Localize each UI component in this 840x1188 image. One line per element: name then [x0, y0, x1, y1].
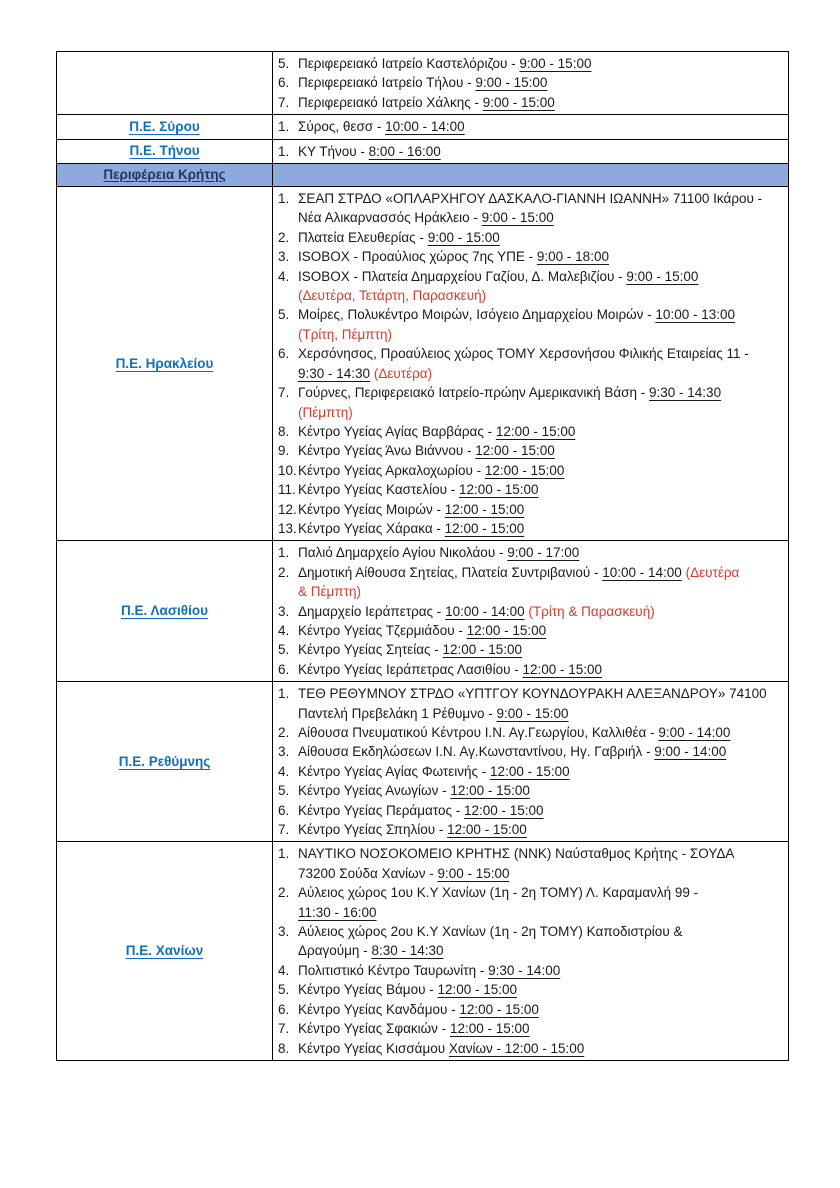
text-line [298, 660, 784, 679]
text-line [298, 403, 784, 422]
empty-cell [273, 164, 789, 187]
location-text: Περιφερειακό Ιατρείο Τήλου - [298, 75, 476, 91]
location-text: Κέντρο Υγείας Άνω Βιάννου - [298, 443, 476, 459]
location-item [273, 189, 784, 228]
item-number: 7. [278, 385, 290, 401]
location-item [273, 660, 784, 679]
location-item [273, 602, 784, 621]
item-text [298, 1000, 784, 1019]
item-number: 5. [278, 307, 290, 323]
text-line [298, 742, 784, 761]
hours-text: 9:00 - 18:00 [536, 249, 609, 265]
item-text [298, 621, 784, 640]
item-text [298, 189, 784, 228]
location-item [273, 742, 784, 761]
regional-unit-cell [57, 187, 273, 541]
location-item [273, 305, 784, 344]
text-line [298, 1019, 784, 1038]
location-item [273, 820, 784, 839]
location-text: Δημαρχείο Ιεράπετρας - [298, 603, 446, 619]
item-number: 12. [278, 501, 297, 517]
location-text: Κέντρο Υγείας Κανδάμου - [298, 1001, 460, 1017]
regional-unit-link[interactable]: Π.Ε. Ηρακλείου [115, 355, 214, 371]
table-row [57, 842, 789, 1060]
item-number: 5. [278, 783, 290, 799]
item-text [298, 1019, 784, 1038]
text-line [298, 286, 784, 305]
text-line [298, 922, 784, 941]
location-text: Κέντρο Υγείας Ανωγίων - [298, 783, 451, 799]
regional-unit-cell [57, 115, 273, 139]
text-line [298, 883, 784, 902]
regional-unit-link[interactable]: Π.Ε. Χανίων [125, 943, 204, 959]
location-text: Νέα Αλικαρνασσός Ηράκλειο - [298, 210, 482, 226]
item-text [298, 684, 784, 723]
region-group-link[interactable]: Περιφέρεια Κρήτης [103, 167, 226, 183]
item-text [298, 228, 784, 247]
location-text: Κέντρο Υγείας Κισσάμου [298, 1040, 449, 1056]
text-line [298, 189, 784, 208]
regional-unit-cell [57, 139, 273, 163]
item-text [298, 640, 784, 659]
text-line [298, 621, 784, 640]
location-item [273, 383, 784, 422]
hours-text: 12:00 - 15:00 [458, 482, 539, 498]
location-item [273, 1000, 784, 1019]
item-text [298, 142, 784, 161]
days-note: (Τρίτη, Πέμπτη) [298, 326, 392, 342]
location-text: Κέντρο Υγείας Ιεράπετρας Λασιθίου - [298, 661, 523, 677]
locations-cell [273, 115, 789, 139]
hours-text: 10:00 - 13:00 [655, 307, 735, 323]
location-text: ΤΕΘ ΡΕΘΥΜΝΟΥ ΣΤΡΔΟ «ΥΠΤΓΟΥ ΚΟΥΝΔΟΥΡΑΚΗ ΑΛΕΞΑΝΔΡΟΥ» 74100 [298, 686, 767, 702]
item-text [298, 781, 784, 800]
text-line [298, 781, 784, 800]
item-number: 13. [278, 520, 297, 536]
location-item [273, 640, 784, 659]
hours-text: 12:00 - 15:00 [447, 822, 527, 838]
hours-text: 12:00 - 15:00 [522, 661, 603, 677]
table-row [57, 187, 789, 541]
days-note: (Τρίτη & Παρασκευή) [528, 603, 655, 619]
item-number: 3. [278, 249, 290, 265]
text-line [298, 500, 784, 519]
item-number: 4. [278, 622, 290, 638]
location-item [273, 621, 784, 640]
location-text: Κέντρο Υγείας Αγίας Φωτεινής - [298, 763, 491, 779]
text-line [298, 762, 784, 781]
location-item [273, 117, 784, 136]
text-line [298, 941, 784, 960]
days-note: & Πέμπτη) [298, 584, 361, 600]
vaccination-sites-table [56, 51, 789, 1061]
text-line [298, 480, 784, 499]
item-text [298, 519, 784, 538]
location-item [273, 422, 784, 441]
item-number: 6. [278, 661, 290, 677]
item-text [298, 267, 784, 306]
text-line [298, 801, 784, 820]
text-line [298, 563, 784, 582]
item-number: 8. [278, 423, 290, 439]
regional-unit-cell [57, 842, 273, 1060]
item-number: 11. [278, 482, 296, 498]
text-line [298, 228, 784, 247]
locations-cell [273, 187, 789, 541]
hours-text: 12:00 - 15:00 [490, 763, 570, 779]
hours-text: 12:00 - 15:00 [442, 642, 523, 658]
hours-text: 9:00 - 14:00 [654, 744, 727, 760]
location-item [273, 441, 784, 460]
item-number: 3. [278, 603, 290, 619]
item-number: 2. [278, 725, 290, 740]
regional-unit-cell [57, 541, 273, 682]
table-row [57, 115, 789, 139]
location-text: Κέντρο Υγείας Καστελίου - [298, 482, 459, 498]
location-item [273, 961, 784, 980]
locations-cell [273, 52, 789, 115]
location-item [273, 684, 784, 723]
item-text [298, 305, 784, 344]
location-item [273, 247, 784, 266]
text-line [298, 844, 784, 863]
item-number: 3. [278, 744, 290, 760]
text-line [298, 383, 784, 402]
hours-text: 12:00 - 15:00 [444, 520, 525, 536]
text-line [298, 602, 784, 621]
text-line [298, 1000, 784, 1019]
location-text: Δραγούμη - [298, 943, 372, 959]
days-note: (Πέμπτη) [298, 404, 353, 420]
text-line [298, 267, 784, 286]
location-item [273, 228, 784, 247]
location-item [273, 980, 784, 999]
location-text: Κέντρο Υγείας Αρκαλοχωρίου - [298, 462, 485, 478]
item-number: 5. [278, 56, 290, 71]
location-text: Αίθουσα Εκδηλώσεων Ι.Ν. Αγ.Κωνσταντίνου, Ηγ. Γαβριήλ - [298, 744, 655, 760]
hours-text: 9:30 - 14:00 [488, 962, 561, 978]
regional-unit-link[interactable]: Π.Ε. Σύρου [129, 118, 200, 134]
item-text [298, 422, 784, 441]
item-number: 10. [278, 462, 297, 478]
location-text: Κέντρο Υγείας Σφακιών - [298, 1021, 450, 1037]
location-text: Πολιτιστικό Κέντρο Ταυρωνίτη - [298, 962, 489, 978]
location-item [273, 883, 784, 922]
location-item [273, 519, 784, 538]
location-item [273, 73, 784, 92]
location-item [273, 344, 784, 383]
text-line [298, 582, 784, 601]
location-text: Κέντρο Υγείας Σητείας - [298, 642, 443, 658]
item-text [298, 1039, 784, 1058]
item-text [298, 820, 784, 839]
location-item [273, 762, 784, 781]
location-item [273, 781, 784, 800]
hours-text: 11:30 - 16:00 [298, 904, 377, 920]
text-line [298, 543, 784, 562]
item-text [298, 93, 784, 112]
hours-text: 10:00 - 14:00 [445, 603, 525, 619]
item-text [298, 117, 784, 136]
hours-text: 12:00 - 15:00 [437, 982, 518, 998]
regional-unit-link[interactable]: Π.Ε. Λασιθίου [121, 603, 208, 619]
hours-text: 9:00 - 15:00 [482, 94, 555, 110]
location-text: Κέντρο Υγείας Αγίας Βαρβάρας - [298, 423, 496, 439]
location-text: Κέντρο Υγείας Περάματος - [298, 802, 464, 818]
item-number: 6. [278, 802, 290, 818]
location-text: ΝΑΥΤΙΚΟ ΝΟΣΟΚΟΜΕΙΟ ΚΡΗΤΗΣ (ΝΝΚ) Ναύσταθμος Κρήτης - ΣΟΥΔΑ [298, 846, 735, 862]
location-item [273, 54, 784, 73]
item-number: 1. [278, 545, 290, 561]
hours-text: 9:30 - 14:30 [298, 365, 371, 381]
item-number: 1. [278, 686, 290, 702]
hours-text: 9:00 - 15:00 [626, 268, 699, 284]
locations-cell [273, 139, 789, 163]
location-text: Πλατεία Ελευθερίας - [298, 229, 428, 245]
item-text [298, 660, 784, 679]
text-line [298, 519, 784, 538]
table-body [57, 52, 789, 1061]
location-item [273, 844, 784, 883]
text-line [298, 704, 784, 723]
days-note: (Δευτέρα [685, 564, 740, 580]
text-line [298, 441, 784, 460]
item-number: 7. [278, 94, 290, 110]
item-text [298, 461, 784, 480]
item-number: 1. [278, 143, 290, 159]
item-text [298, 961, 784, 980]
table-row [57, 682, 789, 842]
location-text: 73200 Σούδα Χανίων - [298, 865, 438, 881]
item-text [298, 344, 784, 383]
text-line [298, 961, 784, 980]
location-text: Δημοτική Αίθουσα Σητείας, Πλατεία Συντριβανιού - [298, 564, 603, 580]
location-item [273, 93, 784, 112]
location-text: ISOBOX - Προαύλιος χώρος 7ης ΥΠΕ - [298, 249, 537, 265]
location-text: Κέντρο Υγείας Μοιρών - [298, 501, 445, 517]
hours-text: 9:00 - 15:00 [481, 210, 554, 226]
text-line [298, 247, 784, 266]
hours-text: 12:00 - 15:00 [495, 423, 576, 439]
text-line [298, 73, 784, 92]
hours-text: Χανίων - 12:00 - 15:00 [448, 1040, 585, 1056]
item-number: 8. [278, 1040, 290, 1056]
location-item [273, 543, 784, 562]
item-number: 6. [278, 1001, 290, 1017]
location-text: ISOBOX - Πλατεία Δημαρχείου Γαζίου, Δ. Μαλεβιζίου - [298, 268, 627, 284]
location-item [273, 922, 784, 961]
location-text: Αύλειος χώρος 2ου Κ.Υ Χανίων (1η - 2η ΤΟΜΥ) Καποδιστρίου & [298, 924, 683, 940]
item-text [298, 980, 784, 999]
text-line [298, 54, 784, 73]
location-text: Παλιό Δημαρχείο Αγίου Νικολάου - [298, 545, 508, 561]
item-text [298, 883, 784, 922]
table-row [57, 52, 789, 115]
hours-text: 8:00 - 16:00 [368, 143, 441, 159]
item-number: 5. [278, 982, 290, 998]
item-number: 7. [278, 1021, 290, 1037]
item-number: 2. [278, 229, 290, 245]
days-note: (Δευτέρα) [373, 365, 433, 381]
text-line [298, 93, 784, 112]
location-text: Κέντρο Υγείας Χάρακα - [298, 520, 445, 536]
region-header-cell [57, 164, 273, 187]
item-number: 9. [278, 443, 290, 459]
text-line [298, 117, 784, 136]
hours-text: 9:00 - 15:00 [437, 865, 510, 881]
item-number: 2. [278, 564, 290, 580]
item-number: 1. [278, 119, 290, 135]
item-text [298, 441, 784, 460]
hours-text: 10:00 - 14:00 [602, 564, 682, 580]
hours-text: 9:00 - 15:00 [475, 75, 548, 91]
hours-text: 12:00 - 15:00 [463, 802, 544, 818]
text-line [298, 864, 784, 883]
hours-text: 10:00 - 14:00 [385, 119, 465, 135]
text-line [298, 344, 784, 363]
location-item [273, 461, 784, 480]
item-number: 1. [278, 846, 290, 862]
text-line [298, 461, 784, 480]
hours-text: 9:30 - 14:30 [649, 385, 722, 401]
location-text: Αύλειος χώρος 1ου Κ.Υ Χανίων (1η - 2η ΤΟΜΥ) Λ. Καραμανλή 99 - [298, 885, 699, 901]
text-line [298, 142, 784, 161]
item-number: 3. [278, 924, 290, 940]
item-number: 4. [278, 962, 290, 978]
text-line [298, 980, 784, 999]
location-text: Περιφερειακό Ιατρείο Καστελόριζου - [298, 56, 520, 71]
item-number: 4. [278, 268, 290, 284]
location-text: Γούρνες, Περιφερειακό Ιατρείο-πρώην Αμερικανική Βάση - [298, 385, 650, 401]
location-item [273, 723, 784, 742]
location-text: Χερσόνησος, Προαύλειος χώρος ΤΟΜΥ Χερσονήσου Φιλικής Εταιρείας 11 - [298, 346, 749, 362]
location-item [273, 801, 784, 820]
item-text [298, 742, 784, 761]
item-text [298, 543, 784, 562]
location-text: Παντελή Πρεβελάκη 1 Ρέθυμνο - [298, 705, 497, 721]
item-text [298, 922, 784, 961]
item-number: 2. [278, 885, 290, 901]
location-text: Σύρος, θεσσ - [298, 119, 386, 135]
text-line [298, 1039, 784, 1058]
hours-text: 9:00 - 15:00 [496, 705, 569, 721]
hours-text: 12:00 - 15:00 [475, 443, 555, 459]
text-line [298, 903, 784, 922]
text-line [298, 640, 784, 659]
hours-text: 12:00 - 15:00 [484, 462, 565, 478]
location-item [273, 1039, 784, 1058]
hours-text: 12:00 - 15:00 [450, 783, 530, 799]
item-number: 5. [278, 642, 290, 658]
location-text: ΚΥ Τήνου - [298, 143, 369, 159]
location-item [273, 563, 784, 602]
hours-text: 9:00 - 15:00 [519, 56, 592, 71]
item-number: 7. [278, 822, 290, 838]
location-item [273, 267, 784, 306]
item-text [298, 247, 784, 266]
item-text [298, 383, 784, 422]
text-line [298, 820, 784, 839]
item-text [298, 602, 784, 621]
regional-unit-cell [57, 52, 273, 115]
item-number: 6. [278, 75, 290, 91]
text-line [298, 208, 784, 227]
item-text [298, 723, 784, 742]
item-number: 4. [278, 763, 290, 779]
regional-unit-cell [57, 682, 273, 842]
hours-text: 9:00 - 17:00 [507, 545, 580, 561]
location-text: Κέντρο Υγείας Σπηλίου - [298, 822, 448, 838]
item-text [298, 801, 784, 820]
regional-unit-link[interactable]: Π.Ε. Ρεθύμνης [118, 753, 211, 769]
locations-cell [273, 541, 789, 682]
locations-cell [273, 842, 789, 1060]
days-note: (Δευτέρα, Τετάρτη, Παρασκευή) [298, 288, 487, 304]
text-line [298, 364, 784, 383]
item-number: 1. [278, 191, 290, 207]
text-line [298, 684, 784, 703]
location-text: Κέντρο Υγείας Τζερμιάδου - [298, 622, 467, 638]
text-line [298, 325, 784, 344]
item-number: 6. [278, 346, 290, 362]
text-line [298, 305, 784, 324]
text-line [298, 723, 784, 742]
locations-cell [273, 682, 789, 842]
item-text [298, 563, 784, 602]
hours-text: 12:00 - 15:00 [449, 1021, 530, 1037]
item-text [298, 54, 784, 73]
table-row [57, 541, 789, 682]
item-text [298, 762, 784, 781]
hours-text: 9:00 - 14:00 [658, 725, 731, 740]
location-text: Μοίρες, Πολυκέντρο Μοιρών, Ισόγειο Δημαρχείου Μοιρών - [298, 307, 656, 323]
hours-text: 9:00 - 15:00 [427, 229, 500, 245]
region-header-row [57, 164, 789, 187]
hours-text: 12:00 - 15:00 [444, 501, 525, 517]
location-text: Κέντρο Υγείας Βάμου - [298, 982, 438, 998]
location-text: Αίθουσα Πνευματικού Κέντρου Ι.Ν. Αγ.Γεωργίου, Καλλιθέα - [298, 725, 659, 740]
location-item [273, 1019, 784, 1038]
item-text [298, 480, 784, 499]
location-item [273, 142, 784, 161]
item-text [298, 500, 784, 519]
location-text: ΣΕΑΠ ΣΤΡΔΟ «ΟΠΛΑΡΧΗΓΟΥ ΔΑΣΚΑΛΟ-ΓΙΑΝΝΗ ΙΩΑΝΝΗ» 71100 Ικάρου - [298, 191, 763, 207]
location-item [273, 500, 784, 519]
hours-text: 8:30 - 14:30 [371, 943, 444, 959]
regional-unit-link[interactable]: Π.Ε. Τήνου [129, 143, 200, 159]
item-text [298, 844, 784, 883]
location-item [273, 480, 784, 499]
table-row [57, 139, 789, 163]
hours-text: 12:00 - 15:00 [466, 622, 547, 638]
item-text [298, 73, 784, 92]
text-line [298, 422, 784, 441]
location-text: Περιφερειακό Ιατρείο Χάλκης - [298, 94, 483, 110]
hours-text: 12:00 - 15:00 [459, 1001, 539, 1017]
